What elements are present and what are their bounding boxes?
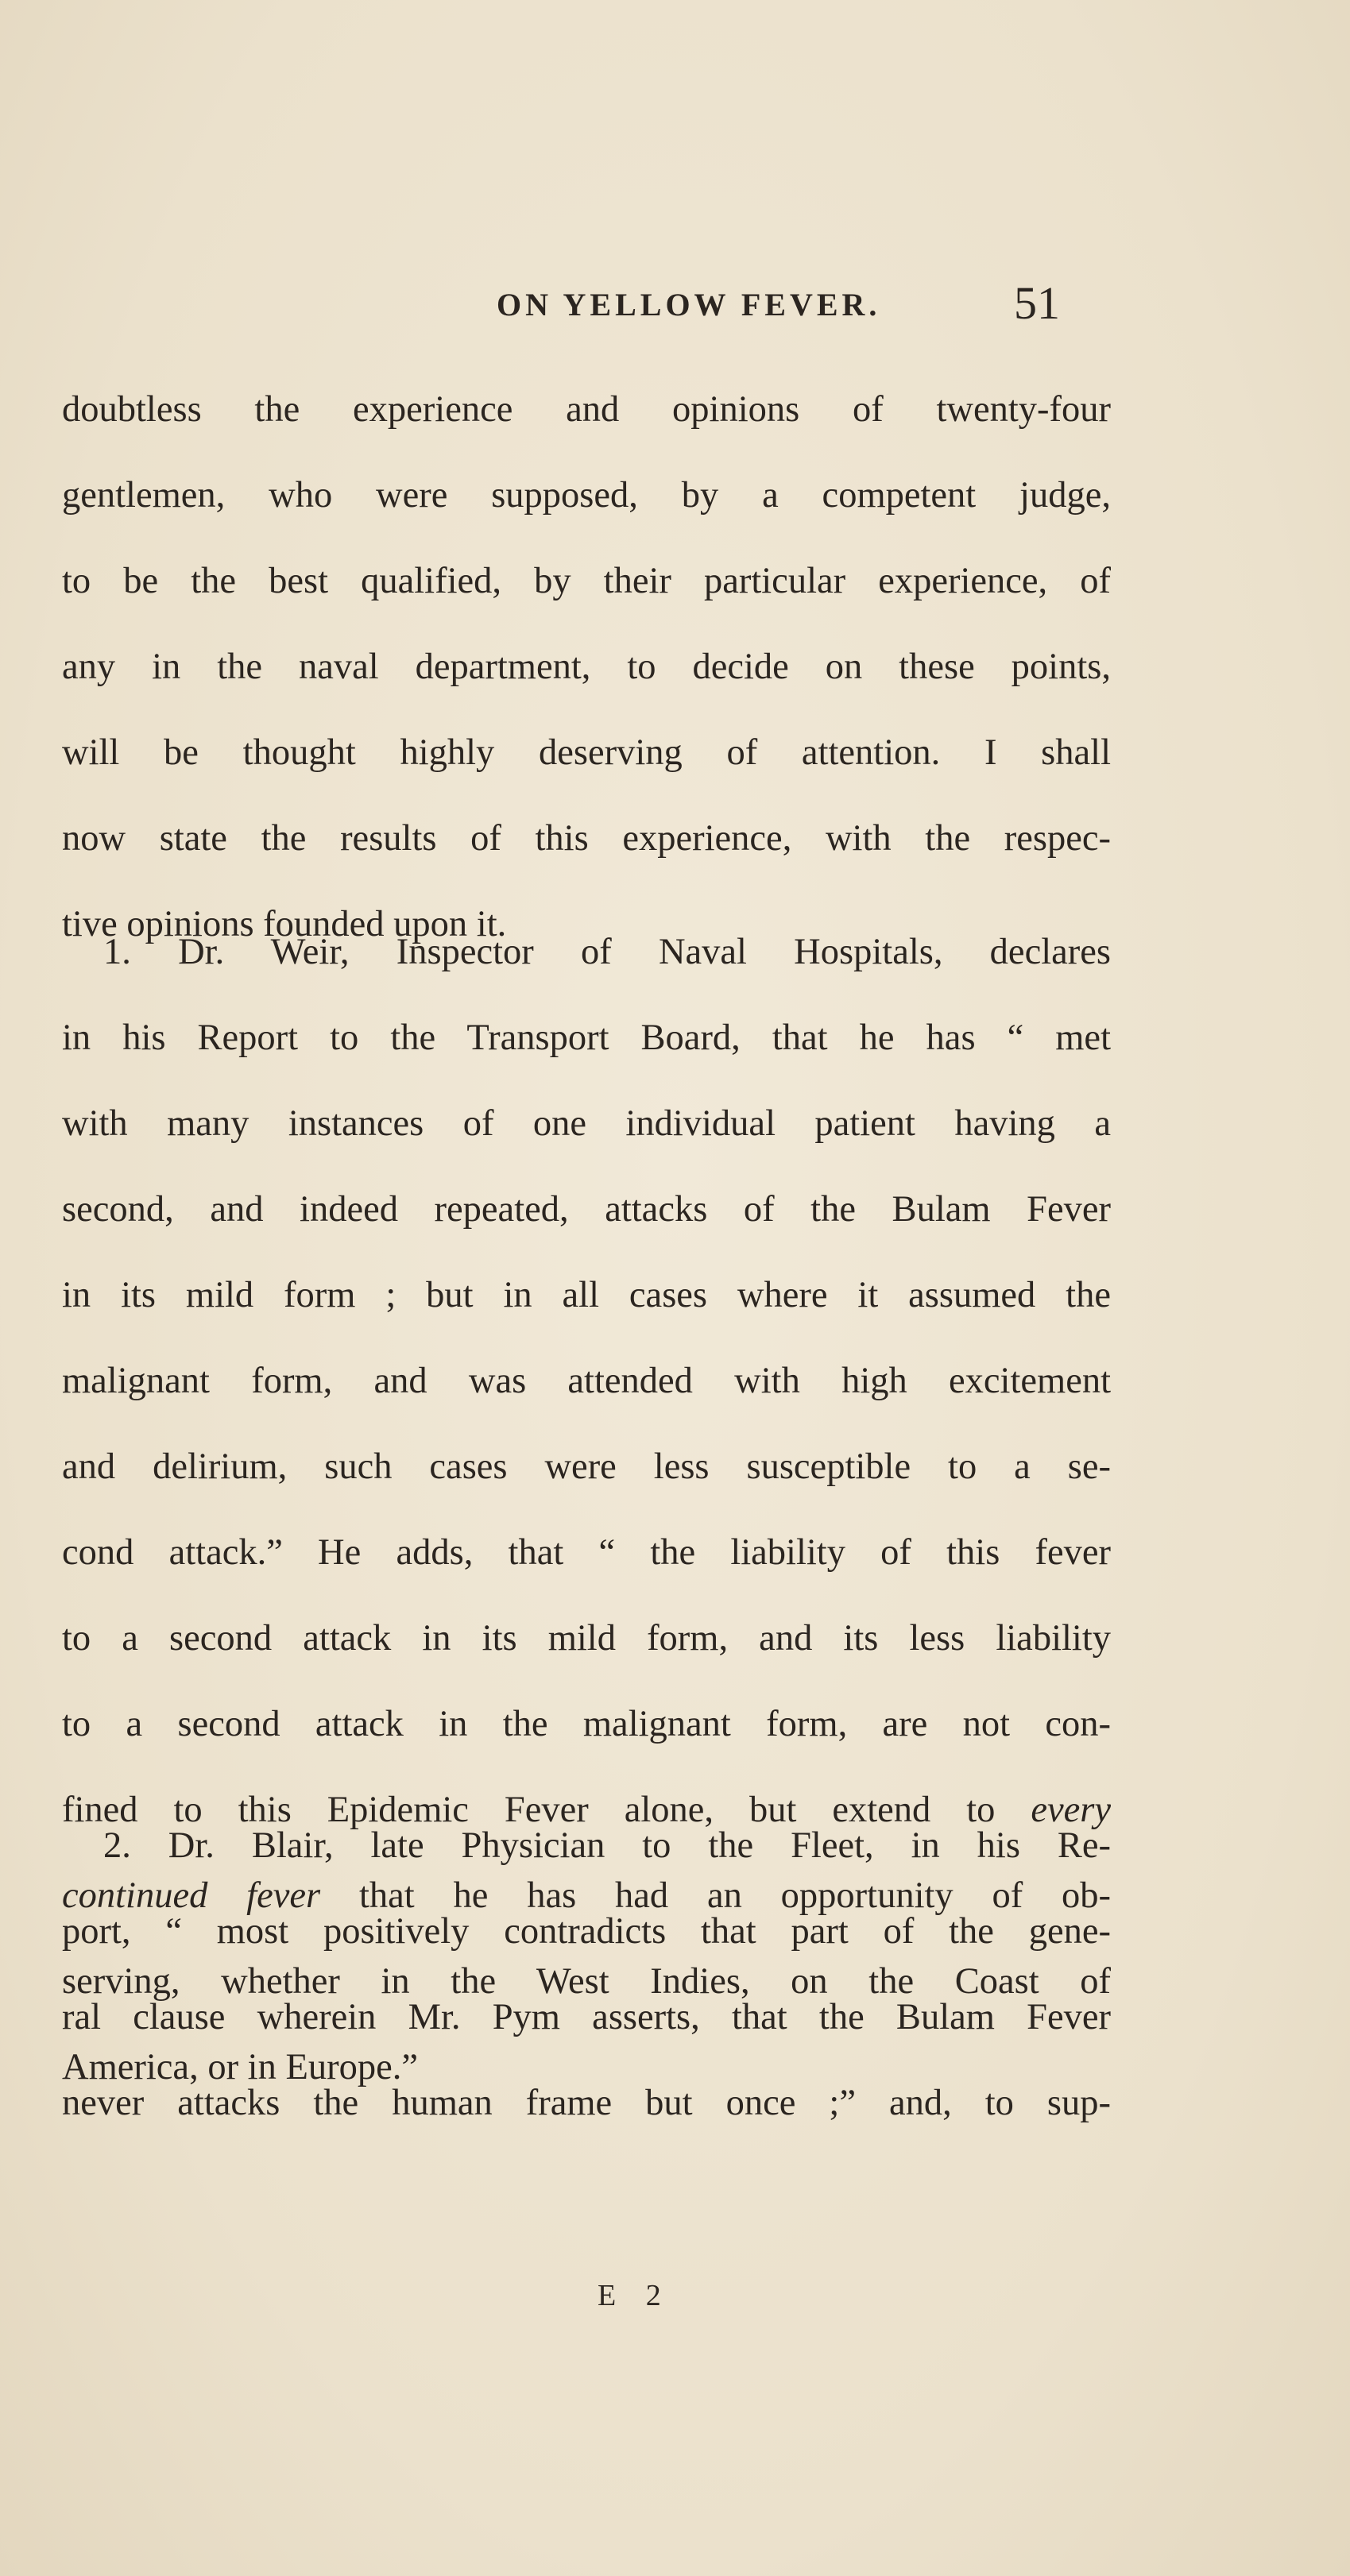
running-head [0, 277, 1350, 334]
text-line: to a second attack in its mild form, and its less liability [62, 1618, 1111, 1659]
text-line: doubtless the experience and opinions of twenty-four [62, 389, 1111, 430]
running-title: ON YELLOW FEVER. [497, 287, 881, 322]
text-line: serving, whether in the West Indies, on the Coast of [62, 1961, 1111, 2002]
text-line: port, “ most positively contradicts that part of the gene- [62, 1911, 1111, 1952]
text-line: malignant form, and was attended with high excitement [62, 1361, 1111, 1401]
text-line: and delirium, such cases were less susceptible to a se- [62, 1446, 1111, 1487]
text-line: tive opinions founded upon it. [62, 904, 507, 944]
text-line: with many instances of one individual patient having a [62, 1103, 1111, 1144]
text-line: 1. Dr. Weir, Inspector of Naval Hospitals, declares [103, 932, 1111, 972]
text-line: in its mild form ; but in all cases where it assumed the [62, 1275, 1111, 1315]
italic-emphasis: continued fever [62, 1875, 321, 1916]
text-line: gentlemen, who were supposed, by a competent judge, [62, 475, 1111, 516]
text-line: in his Report to the Transport Board, that he has “ met [62, 1018, 1111, 1058]
italic-emphasis: every [1031, 1790, 1111, 1830]
page-number: 51 [1014, 277, 1060, 329]
text-line: America, or in Europe.” [62, 2047, 419, 2087]
text-line: to a second attack in the malignant form, are not con- [62, 1704, 1111, 1744]
text-segment: that he has had an opportunity of ob- [358, 1875, 1112, 1916]
text-line: second, and indeed repeated, attacks of the Bulam Fever [62, 1189, 1111, 1230]
signature-mark: E 2 [598, 2279, 672, 2312]
text-line: cond attack.” He adds, that “ the liability of this fever [62, 1532, 1111, 1573]
text-line: any in the naval department, to decide on these points, [62, 647, 1111, 687]
text-line: to be the best qualified, by their particular experience, of [62, 561, 1111, 601]
text-line: will be thought highly deserving of attention. I shall [62, 732, 1111, 773]
text-line: ral clause wherein Mr. Pym asserts, that the Bulam Fever [62, 1997, 1111, 2037]
paragraph-opening [62, 367, 1111, 967]
text-line: 2. Dr. Blair, late Physician to the Fleet, in his Re- [103, 1825, 1111, 1866]
text-line: now state the results of this experience, with the respec- [62, 818, 1111, 859]
paragraph-dr-blair [62, 1803, 1111, 2146]
text-line: never attacks the human frame but once ;” and, to sup- [62, 2083, 1111, 2123]
text-segment: fined to this Epidemic Fever alone, but extend to [62, 1790, 996, 1830]
